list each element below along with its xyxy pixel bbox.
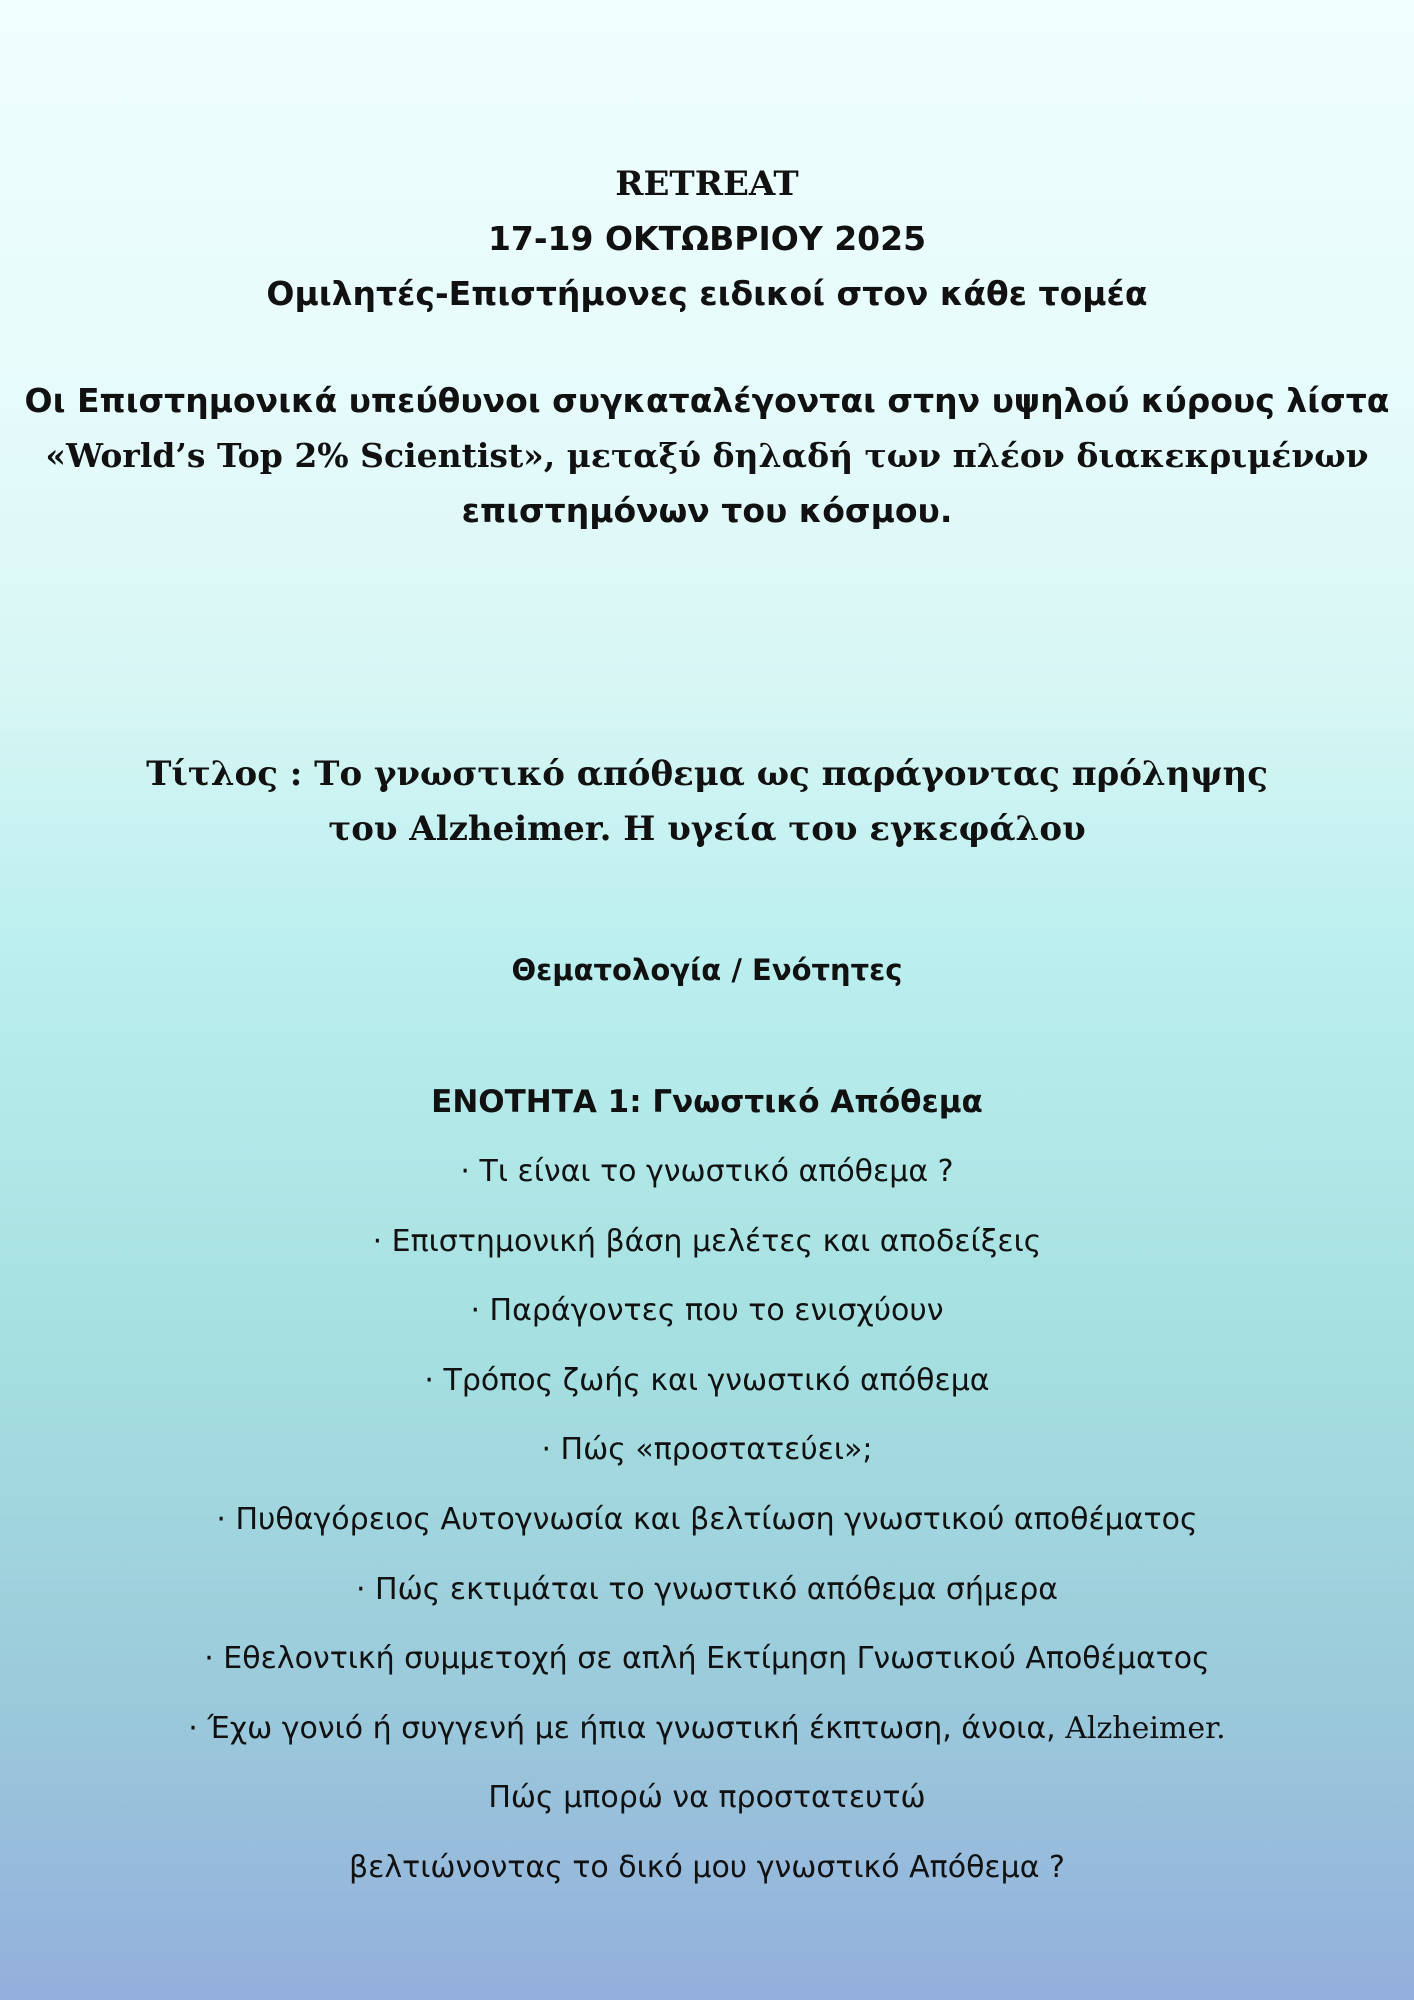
- speakers-line: Ομιλητές-Επιστήμονες ειδικοί στον κάθε τομέα: [266, 274, 1148, 313]
- intro-line-3: επιστημόνων του κόσμου.: [461, 491, 953, 530]
- list-item: · Τι είναι το γνωστικό απόθεμα ?: [460, 1154, 954, 1189]
- list-item: · Επιστημονική βάση μελέτες και αποδείξεις: [372, 1224, 1042, 1259]
- title-line-2: του Alzheimer. Η υγεία του εγκεφάλου: [328, 809, 1086, 849]
- section-heading: ΕΝΟΤΗΤΑ 1: Γνωστικό Απόθεμα: [431, 1084, 983, 1120]
- list-item: · Πώς εκτιμάται το γνωστικό απόθεμα σήμερα: [355, 1572, 1059, 1607]
- event-dates: 17-19 ΟΚΤΩΒΡΙΟΥ 2025: [487, 219, 927, 258]
- list-item-tail: Alzheimer.: [1055, 1711, 1226, 1746]
- closing-line-2: βελτιώνοντας το δικό μου γνωστικό Απόθεμα ?: [349, 1850, 1065, 1885]
- intro-line-1: Οι Επιστημονικά υπεύθυνοι συγκαταλέγονται στην υψηλού κύρους λίστα: [24, 381, 1390, 420]
- list-item: · Τρόπος ζωής και γνωστικό απόθεμα: [424, 1363, 990, 1398]
- list-item: · Εθελοντική συμμετοχή σε απλή Εκτίμηση Γνωστικού Αποθέματος: [204, 1641, 1210, 1676]
- list-item: · Πυθαγόρειος Αυτογνωσία και βελτίωση γνωστικού αποθέματος: [216, 1502, 1198, 1537]
- list-item-text: · Έχω γονιό ή συγγενή με ήπια γνωστική έκπτωση, άνοια,: [188, 1711, 1056, 1746]
- closing-line-1: Πώς μπορώ να προστατευτώ: [488, 1780, 926, 1815]
- list-item: · Παράγοντες που το ενισχύουν: [470, 1293, 944, 1328]
- event-name: RETREAT: [615, 164, 799, 204]
- list-item: [0, 1711, 1414, 1746]
- intro-line-2: «World’s Top 2% Scientist», μεταξύ δηλαδή των πλέον διακεκριμένων: [45, 436, 1369, 475]
- title-line-1: Τίτλος : Το γνωστικό απόθεμα ως παράγοντας πρόληψης: [146, 754, 1268, 794]
- list-item: · Πώς «προστατεύει»;: [541, 1432, 873, 1467]
- topics-heading: Θεματολογία / Ενότητες: [511, 953, 903, 987]
